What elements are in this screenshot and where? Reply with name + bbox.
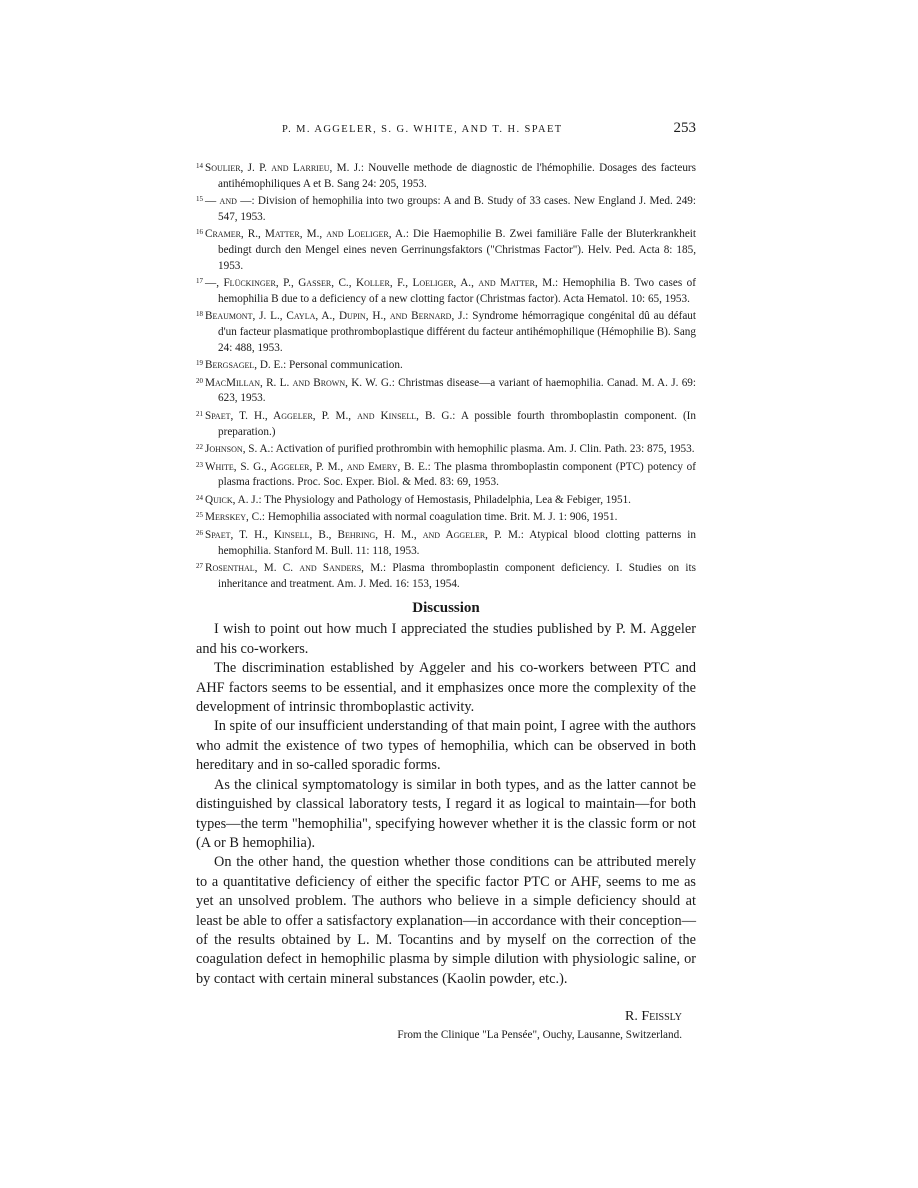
reference-authors: Johnson, S. A. [205,443,271,456]
reference-number: 22 [196,443,203,452]
reference-number: 14 [196,162,203,170]
reference-text: : A possible fourth thromboplastin component. (In preparation.) [218,409,697,438]
reference-text: : Hemophilia B. Two cases of hemophilia B due to a deficiency of a new clotting factor (Christmas factor). Acta Hematol. 10: 65, 1953. [218,277,696,305]
reference-list [196,159,696,592]
reference-authors: White, S. G., Aggeler, P. M., and Emery, B. E. [205,460,428,473]
reference-number: 19 [196,359,203,368]
signature: R. Feissly [624,1009,682,1025]
reference-text: : Die Haemophilie B. Zwei familiäre Falle der Bluterkrankheit bedingt durch den Mengel eines neven Gerrinungsfaktors ("Christmas Factor"). Helv. Ped. Acta 8: 185, 1953. [218,228,696,272]
reference-number: 21 [196,409,203,418]
reference-authors: Spaet, T. H., Kinsell, B., Behring, H. M., and Aggeler, P. M. [205,529,521,542]
reference-item [196,508,696,526]
reference-text: : Syndrome hémorragique congénital dû au défaut d'un facteur plasmatique prothromboplastique différent du facteur antihémophilique (Hémophilie B). Sang 24: 488, 1953. [218,310,696,354]
reference-authors: —, Flückinger, P., Gasser, C., Koller, F., Loeliger, A., and Matter, M. [205,277,555,290]
reference-item [196,192,696,225]
reference-number: 16 [196,228,203,237]
reference-authors: MacMillan, R. L. and Brown, K. W. G. [205,376,392,389]
discussion-body [196,620,696,989]
page-number: 253 [673,120,696,136]
paragraph: As the clinical symptomatology is similar in both types, and as the latter cannot be distinguished by classical laboratory tests, I regard it as logical to maintain—for both types—the term "hemophilia", specifying however whether it is the classic form or not (A or B hemophilia). [196,776,696,851]
paragraph: On the other hand, the question whether those conditions can be attributed merely to a quantitative deficiency of either the specific factor PTC or AHF, seems to me as yet an unsolved problem. The authors who believe in a simple deficiency should at least be able to offer a satisfactory explanation—in accordance with their conception—of the results obtained by L. M. Tocantins and by myself on the correction of the coagulation defect in hemophilic plasma by simple dilution with physiologic saline, or by contact with certain mineral substances (Kaolin powder, etc.). [196,854,696,987]
reference-text: : Activation of purified prothrombin with hemophilic plasma. Am. J. Clin. Path. 23: 875, 1953. [270,443,695,456]
reference-text: : Atypical blood clotting patterns in hemophilia. Stanford M. Bull. 11: 118, 1953. [218,529,696,557]
reference-text: : Hemophilia associated with normal coagulation time. Brit. M. J. 1: 906, 1951. [261,511,618,524]
reference-item [196,559,696,592]
reference-number: 17 [196,277,203,286]
reference-number: 18 [196,310,203,319]
reference-item [196,491,696,509]
reference-item [196,526,696,559]
reference-number: 26 [196,529,203,538]
paragraph: In spite of our insufficient understanding of that main point, I agree with the authors who admit the existence of two types of hemophilia, which can be observed in both hereditary and in so-called sporadic forms. [196,718,696,774]
reference-item [196,159,696,192]
reference-authors: Cramer, R., Matter, M., and Loeliger, A. [205,228,406,241]
running-head: P. M. AGGELER, S. G. WHITE, AND T. H. SPAET [282,124,563,135]
page-header [196,120,696,140]
reference-item [196,274,696,307]
reference-number: 27 [196,562,203,571]
reference-authors: Beaumont, J. L., Cayla, A., Dupin, H., and Bernard, J. [205,310,466,323]
reference-number: 15 [196,195,203,204]
reference-authors: — and — [205,195,252,208]
reference-item [196,374,696,407]
reference-number: 20 [196,376,203,385]
reference-number: 24 [196,493,203,502]
reference-authors: Quick, A. J. [205,493,259,506]
reference-item [196,225,696,274]
reference-authors: Bergsagel, D. E. [205,359,284,372]
reference-item [196,356,696,374]
reference-authors: Rosenthal, M. C. and Sanders, M. [205,562,383,575]
paragraph: I wish to point out how much I appreciated the studies published by P. M. Aggeler and his co-workers. [196,621,696,657]
reference-number: 25 [196,511,203,520]
paragraph: The discrimination established by Aggeler and his co-workers between PTC and AHF factors seems to be essential, and it emphasizes once more the complexity of the development of intrinsic thromboplastic activity. [196,660,696,716]
reference-authors: Merskey, C. [205,511,262,524]
reference-text: : Plasma thromboplastin component deficiency. I. Studies on its inheritance and treatment. Am. J. Med. 16: 153, 1954. [218,562,696,590]
affiliation: From the Clinique "La Pensée", Ouchy, Lausanne, Switzerland. [397,1029,682,1042]
reference-text: : Personal communication. [283,359,403,372]
reference-item [196,407,696,440]
reference-authors: Soulier, J. P. and Larrieu, M. J. [205,162,361,174]
reference-text: : Division of hemophilia into two groups: A and B. Study of 33 cases. New England J. Med. 249: 547, 1953. [218,195,696,223]
reference-number: 23 [196,460,203,469]
reference-text: : Nouvelle methode de diagnostic de l'hémophilie. Dosages des facteurs antihémophiliques A et B. Sang 24: 205, 1953. [218,162,696,190]
reference-authors: Spaet, T. H., Aggeler, P. M., and Kinsell, B. G. [205,409,453,422]
reference-item [196,458,696,491]
reference-item [196,440,696,458]
reference-text: : The plasma thromboplastin component (PTC) potency of plasma fractions. Proc. Soc. Exper. Biol. & Med. 83: 69, 1953. [218,460,696,489]
reference-item [196,307,696,356]
reference-text: : Christmas disease—a variant of haemophilia. Canad. M. A. J. 69: 623, 1953. [218,376,696,405]
section-heading: Discussion [412,600,480,617]
reference-text: : The Physiology and Pathology of Hemostasis, Philadelphia, Lea & Febiger, 1951. [258,493,631,506]
page [196,120,696,1041]
